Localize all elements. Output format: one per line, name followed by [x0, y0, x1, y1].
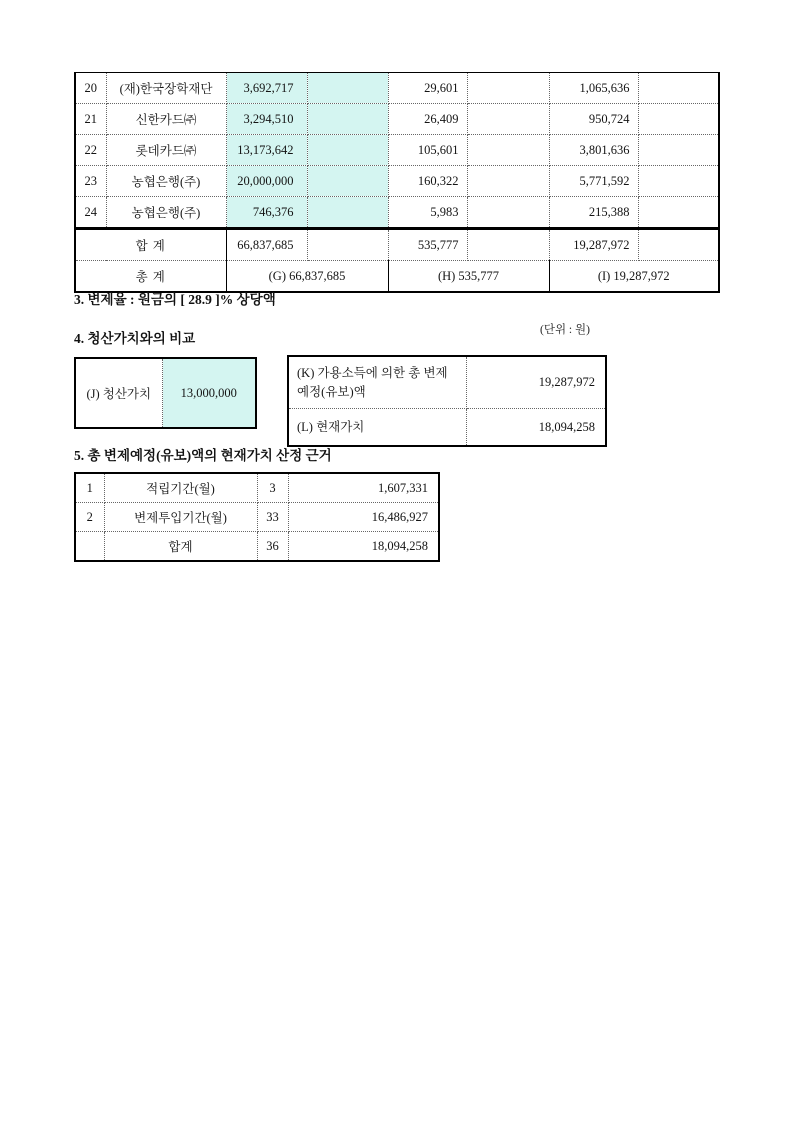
empty-cell: [307, 73, 388, 104]
creditor-name: 신한카드㈜: [106, 104, 226, 135]
table-row: [75, 166, 719, 197]
monthly-payment: 29,601: [388, 73, 467, 104]
empty-cell: [307, 135, 388, 166]
row-number: 24: [75, 197, 106, 229]
row-number: 21: [75, 104, 106, 135]
row-number: 1: [75, 473, 104, 503]
empty-cell: [638, 73, 719, 104]
repayment-total: 950,724: [549, 104, 638, 135]
present-value-label: (L) 현재가치: [288, 409, 466, 447]
months-total: 36: [257, 532, 288, 562]
empty-cell: [467, 135, 549, 166]
repayment-total: 5,771,592: [549, 166, 638, 197]
creditor-name: 롯데카드㈜: [106, 135, 226, 166]
empty-cell: [638, 166, 719, 197]
liquidation-value: 13,000,000: [162, 358, 256, 428]
total-planned-repayment-label: (K) 가용소득에 의한 총 변제 예정(유보)액: [288, 356, 466, 409]
repayment-total: 1,065,636: [549, 73, 638, 104]
creditor-name: 농협은행(주): [106, 197, 226, 229]
liquidation-value-table: [74, 357, 257, 429]
empty-cell: [467, 73, 549, 104]
comparison-table: [287, 355, 607, 447]
repayment-total: 3,801,636: [549, 135, 638, 166]
present-value-basis-table: [74, 472, 440, 562]
empty-cell: [467, 197, 549, 229]
months-value: 33: [257, 503, 288, 532]
period-label: 적립기간(월): [104, 473, 257, 503]
table-row: [288, 356, 606, 409]
liquidation-label: (J) 청산가치: [86, 387, 152, 401]
grand-total-repayment: (I) 19,287,972: [549, 261, 719, 293]
empty-cell: [467, 229, 549, 261]
empty-cell: [467, 104, 549, 135]
monthly-payment: 5,983: [388, 197, 467, 229]
table-row: [75, 473, 439, 503]
unit-note: (단위 : 원): [540, 324, 590, 336]
grand-total-monthly: (H) 535,777: [388, 261, 549, 293]
present-value-value: 18,094,258: [466, 409, 606, 447]
table-row: [75, 358, 256, 428]
empty-cell: [638, 135, 719, 166]
principal-amount: 20,000,000: [226, 166, 307, 197]
creditor-name: 농협은행(주): [106, 166, 226, 197]
empty-cell: [638, 104, 719, 135]
repayment-total: 215,388: [549, 197, 638, 229]
subtotal-repayment: 19,287,972: [549, 229, 638, 261]
empty-cell: [638, 197, 719, 229]
amount-value: 1,607,331: [288, 473, 439, 503]
grand-total-principal: (G) 66,837,685: [226, 261, 388, 293]
empty-cell: [307, 166, 388, 197]
section4-heading: 4. 청산가치와의 비교: [74, 331, 196, 346]
row-number: 23: [75, 166, 106, 197]
period-label: 변제투입기간(월): [104, 503, 257, 532]
creditor-name: (재)한국장학재단: [106, 73, 226, 104]
empty-cell: [307, 197, 388, 229]
amount-value: 16,486,927: [288, 503, 439, 532]
row-number: 22: [75, 135, 106, 166]
table-row: [75, 135, 719, 166]
principal-amount: 746,376: [226, 197, 307, 229]
subtotal-label: 합 계: [75, 229, 226, 261]
empty-cell: [307, 229, 388, 261]
subtotal-row: [75, 229, 719, 261]
monthly-payment: 26,409: [388, 104, 467, 135]
empty-cell: [638, 229, 719, 261]
grand-total-label: 총 계: [75, 261, 226, 293]
section3-heading: 3. 변제율 : 원금의 [ 28.9 ]% 상당액: [74, 292, 276, 307]
empty-cell: [307, 104, 388, 135]
months-value: 3: [257, 473, 288, 503]
total-planned-repayment-value: 19,287,972: [466, 356, 606, 409]
table-row: [75, 532, 439, 562]
row-number: 20: [75, 73, 106, 104]
principal-amount: 3,294,510: [226, 104, 307, 135]
monthly-payment: 105,601: [388, 135, 467, 166]
monthly-payment: 160,322: [388, 166, 467, 197]
row-number: [75, 532, 104, 562]
row-number: 2: [75, 503, 104, 532]
table-row: [288, 409, 606, 447]
total-label: 합계: [104, 532, 257, 562]
creditor-repayment-table: [74, 72, 720, 293]
table-row: [75, 73, 719, 104]
subtotal-principal: 66,837,685: [226, 229, 307, 261]
principal-amount: 3,692,717: [226, 73, 307, 104]
subtotal-monthly: 535,777: [388, 229, 467, 261]
principal-amount: 13,173,642: [226, 135, 307, 166]
table-row: [75, 503, 439, 532]
section5-heading: 5. 총 변제예정(유보)액의 현재가치 산정 근거: [74, 448, 332, 463]
amount-total: 18,094,258: [288, 532, 439, 562]
table-row: [75, 104, 719, 135]
empty-cell: [467, 166, 549, 197]
table-row: [75, 197, 719, 229]
